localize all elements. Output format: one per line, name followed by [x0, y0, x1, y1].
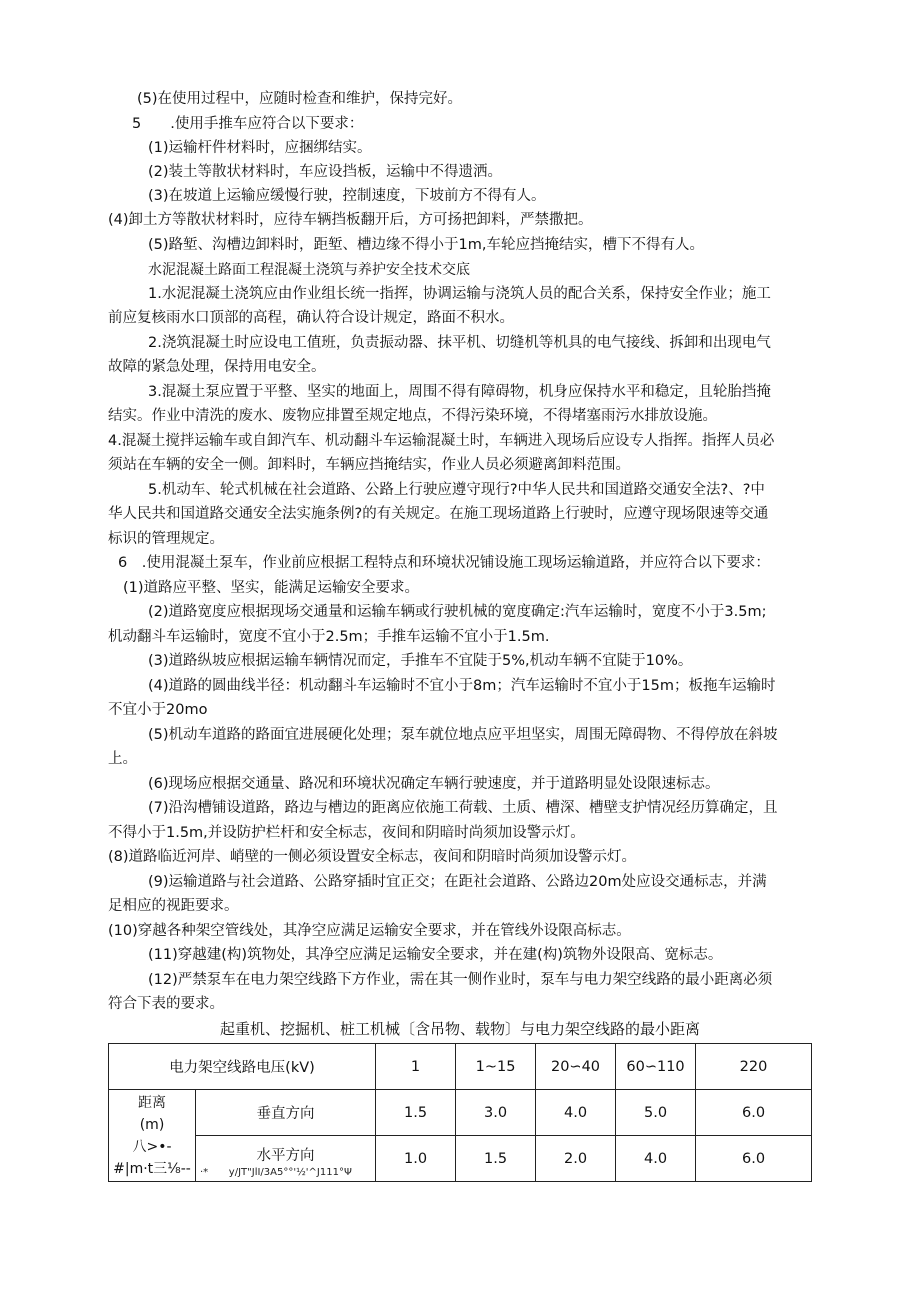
text-line: 故障的紧急处理，保持用电安全。 — [108, 359, 326, 375]
table-cell: 1.5 — [376, 1090, 456, 1136]
text-line: (2)装土等散状材料时，车应设挡板，运输中不得遗洒。 — [148, 164, 503, 180]
text-line: (5)路堑、沟槽边卸料时，距堑、槽边缘不得小于1m,车轮应挡掩结实，槽下不得有人。 — [148, 237, 704, 253]
text-line: (12)严禁泵车在电力架空线路下方作业，需在其一侧作业时，泵车与电力架空线路的最小距离必须 — [148, 972, 773, 988]
text-line: 3.混凝土泵应置于平整、坚实的地面上，周围不得有障碍物，机身应保持水平和稳定，且轮胎挡掩 — [148, 384, 771, 400]
text-line: 4.混凝土搅拌运输车或自卸汽车、机动翻斗车运输混凝土时，车辆进入现场后应设专人指挥。指挥人员必 — [108, 433, 775, 449]
text-line: 1.水泥混凝土浇筑应由作业组长统一指挥，协调运输与浇筑人员的配合关系，保持安全作业；施工 — [148, 286, 771, 302]
table-cell: 5.0 — [616, 1090, 696, 1136]
voltage-cell: 1 — [376, 1044, 456, 1090]
text-line: (2)道路宽度应根据现场交通量和运输车辆或行驶机械的宽度确定:汽车运输时，宽度不小于3.5m; — [148, 604, 767, 620]
text-line: (7)沿沟槽铺设道路，路边与槽边的距离应依施工荷载、土质、槽深、槽壁支护情况经历算确定，且 — [148, 800, 778, 816]
text-line: (5)机动车道路的路面宜进展硬化处理；泵车就位地点应平坦坚实，周围无障碍物、不得停放在斜坡 — [148, 727, 778, 743]
text-line: (6)现场应根据交通量、路况和环境状况确定车辆行驶速度，并于道路明显处设限速标志。 — [148, 776, 720, 792]
distance-table — [108, 1043, 812, 1182]
voltage-header-cell: 电力架空线路电压(kV) — [109, 1044, 376, 1090]
text-line: 2.浇筑混凝土时应设电工值班，负责振动器、抹平机、切缝机等机具的电气接线、拆卸和出现电气 — [148, 335, 771, 351]
text-line: (3)道路纵坡应根据运输车辆情况而定，手推车不宜陡于5%,机动车辆不宜陡于10%。 — [148, 653, 693, 669]
table-cell: 1.5 — [456, 1136, 536, 1182]
text-line: (10)穿越各种架空管线处，其净空应满足运输安全要求，并在管线外设限高标志。 — [108, 923, 631, 939]
direction-label: 水平方向 — [256, 1148, 315, 1164]
table-cell: 6.0 — [696, 1136, 812, 1182]
distance-group-cell — [109, 1090, 196, 1182]
garbled-fragment: ·* — [200, 1167, 209, 1178]
table-caption: 起重机、挖掘机、桩工机械〔含吊物、载物〕与电力架空线路的最小距离 — [219, 1020, 700, 1038]
text-line: 上。 — [108, 751, 137, 767]
text-line: 不得小于1.5m,并设防护栏杆和安全标志，夜间和阴暗时尚须加设警示灯。 — [108, 825, 585, 841]
text-line: 华人民共和国道路交通安全法实施条例?的有关规定。在施工现场道路上行驶时，应遵守现场限速等交通 — [108, 506, 769, 522]
group-label-line: (m) — [139, 1116, 165, 1133]
group-label-line: #|m·t三⅛-- — [113, 1160, 191, 1177]
text-line: (9)运输道路与社会道路、公路穿插时宜正交；在距社会道路、公路边20m处应设交通标志，并满 — [148, 874, 767, 890]
voltage-cell: 1~15 — [456, 1044, 536, 1090]
table-cell: 6.0 — [696, 1090, 812, 1136]
text-line: (5)在使用过程中，应随时检查和维护，保持完好。 — [137, 91, 463, 107]
text-line: 不宜小于20mo — [108, 702, 208, 718]
table-cell: 3.0 — [456, 1090, 536, 1136]
text-line: 前应复核雨水口顶部的高程，确认符合设计规定，路面不积水。 — [108, 310, 514, 326]
table-row — [109, 1090, 812, 1136]
text-line: (1)道路应平整、坚实，能满足运输安全要求。 — [123, 580, 420, 596]
text-line: 6 .使用混凝土泵车，作业前应根据工程特点和环境状况铺设施工现场运输道路，并应符合以下要求： — [118, 555, 770, 571]
text-line: 5.机动车、轮式机械在社会道路、公路上行驶应遵守现行?中华人民共和国道路交通安全法?、?中 — [148, 482, 765, 498]
voltage-cell: 60∽110 — [616, 1044, 696, 1090]
text-line: 足相应的视距要求。 — [108, 898, 239, 914]
text-line: (4)卸土方等散状材料时，应待车辆挡板翻开后，方可扬把卸料，严禁撒把。 — [108, 212, 593, 228]
table-cell: 1.0 — [376, 1136, 456, 1182]
text-line: (11)穿越建(构)筑物处，其净空应满足运输安全要求，并在建(构)筑物外设限高、宽标志。 — [148, 947, 723, 963]
table-cell: 4.0 — [536, 1090, 616, 1136]
text-line: 结实。作业中清洗的废水、废物应排置至规定地点，不得污染环境，不得堵塞雨污水排放设施。 — [108, 408, 717, 424]
text-line: (1)运输杆件材料时，应捆绑结实。 — [148, 140, 372, 156]
text-line: 标识的管理规定。 — [108, 531, 224, 547]
table-row — [109, 1136, 812, 1182]
garbled-fragment: y/JT"JlI/3A5°°'½'^J111°Ψ — [228, 1167, 352, 1178]
direction-label-cell: 垂直方向 — [196, 1090, 376, 1136]
text-line: (3)在坡道上运输应缓慢行驶，控制速度，下坡前方不得有人。 — [148, 188, 546, 204]
group-label-line: 八>•- — [132, 1138, 172, 1155]
text-line: 须站在车辆的安全一侧。卸料时，车辆应挡掩结实，作业人员必须避离卸料范围。 — [108, 457, 630, 473]
table-header-row — [109, 1044, 812, 1090]
group-label-line: 距离 — [138, 1094, 166, 1111]
text-line: (4)道路的圆曲线半径：机动翻斗车运输时不宜小于8m；汽车运输时不宜小于15m；板拖车运输时 — [148, 678, 776, 694]
table-cell: 4.0 — [616, 1136, 696, 1182]
text-line: 机动翻斗车运输时，宽度不宜小于2.5m；手推车运输不宜小于1.5m. — [108, 629, 550, 645]
text-line: 5 .使用手推车应符合以下要求： — [132, 116, 364, 132]
text-line: 符合下表的要求。 — [108, 996, 224, 1012]
section-title: 水泥混凝土路面工程混凝土浇筑与养护安全技术交底 — [148, 262, 470, 278]
text-line: (8)道路临近河岸、峭壁的一侧必须设置安全标志，夜间和阴暗时尚须加设警示灯。 — [108, 849, 637, 865]
garbled-scan-text — [200, 1163, 372, 1179]
table-cell: 2.0 — [536, 1136, 616, 1182]
voltage-cell: 20∽40 — [536, 1044, 616, 1090]
direction-label-cell — [196, 1136, 376, 1182]
voltage-cell: 220 — [696, 1044, 812, 1090]
